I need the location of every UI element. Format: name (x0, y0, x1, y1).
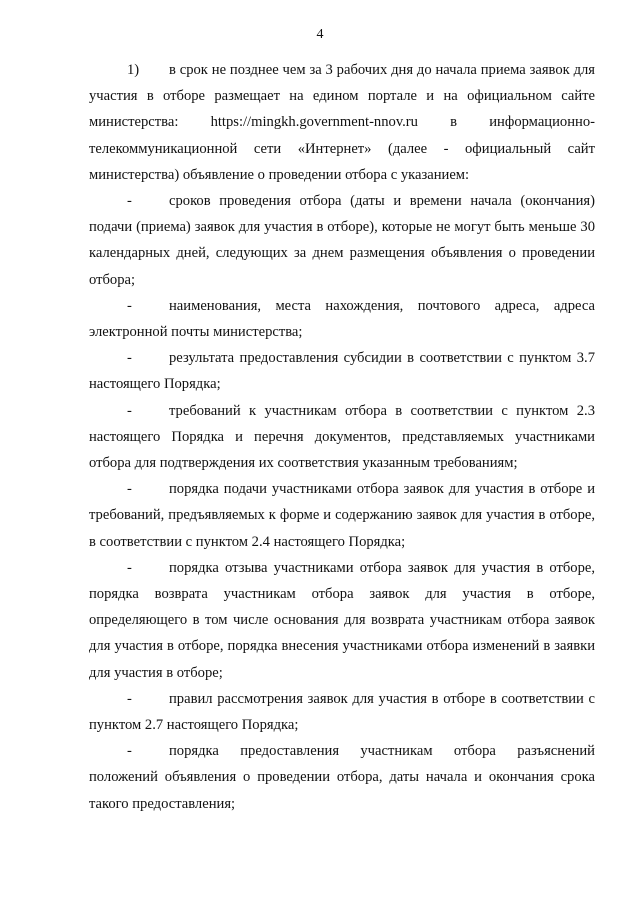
list-item (89, 686, 595, 738)
paragraph-text: в срок не позднее чем за 3 рабочих дня до начала приема заявок для участия в отборе размещает на едином портале и на официальном сайте министерства: https://mingkh.government-nnov.ru в информационно-телекоммуникационной сети «Интернет» (далее - официальный сайт министерства) объявление о проведении отбора с указанием: (89, 62, 595, 183)
list-item (89, 476, 595, 555)
list-marker: 1) (127, 62, 140, 78)
dash-marker: - (127, 481, 132, 498)
list-item-text: порядка отзыва участниками отбора заявок для участия в отборе, порядка возврата участникам отбора заявок для участия в отборе, определяющего в том числе основания для возврата участникам отбора заявок для участия в отборе, порядка внесения участниками отбора изменений в заявки для участия в отборе; (89, 559, 595, 681)
list-item-text: результата предоставления субсидии в соответствии с пунктом 3.7 настоящего Порядка; (89, 350, 595, 393)
dash-marker: - (127, 690, 132, 707)
list-item-text: порядка подачи участниками отбора заявок для участия в отборе и требований, предъявляемых к форме и содержанию заявок для участия в отборе, в соответствии с пунктом 2.4 настоящего Порядка; (89, 481, 595, 550)
paragraph-item-1 (89, 57, 595, 188)
page-number: 4 (316, 27, 324, 42)
list-item-text: порядка предоставления участникам отбора разъяснений положений объявления о проведении отбора, даты начала и окончания срока такого предоставления; (89, 743, 595, 812)
list-item-text: сроков проведения отбора (даты и времени начала (окончания) подачи (приема) заявок для участия в отборе), которые не могут быть меньше 30 календарных дней, следующих за днем размещения объявления о проведении отбора; (89, 193, 595, 288)
list-item (89, 738, 595, 817)
dash-marker: - (127, 559, 132, 576)
list-item-text: требований к участникам отбора в соответствии с пунктом 2.3 настоящего Порядка и перечня документов, представляемых участниками отбора для подтверждения их соответствия указанным требованиям; (89, 402, 595, 472)
list-item-text: правил рассмотрения заявок для участия в отборе в соответствии с пунктом 2.7 настоящего Порядка; (89, 690, 595, 734)
dash-marker: - (127, 193, 132, 210)
list-item (89, 345, 595, 397)
dash-marker: - (127, 350, 132, 367)
list-item (89, 188, 595, 293)
dash-marker: - (127, 743, 132, 760)
list-item (89, 555, 595, 686)
list-item-text: наименования, места нахождения, почтового адреса, адреса электронной почты министерства; (89, 297, 595, 341)
list-item (89, 293, 595, 345)
dash-marker: - (127, 297, 132, 314)
dash-marker: - (127, 402, 132, 419)
list-item (89, 398, 595, 477)
document-body (89, 57, 595, 817)
